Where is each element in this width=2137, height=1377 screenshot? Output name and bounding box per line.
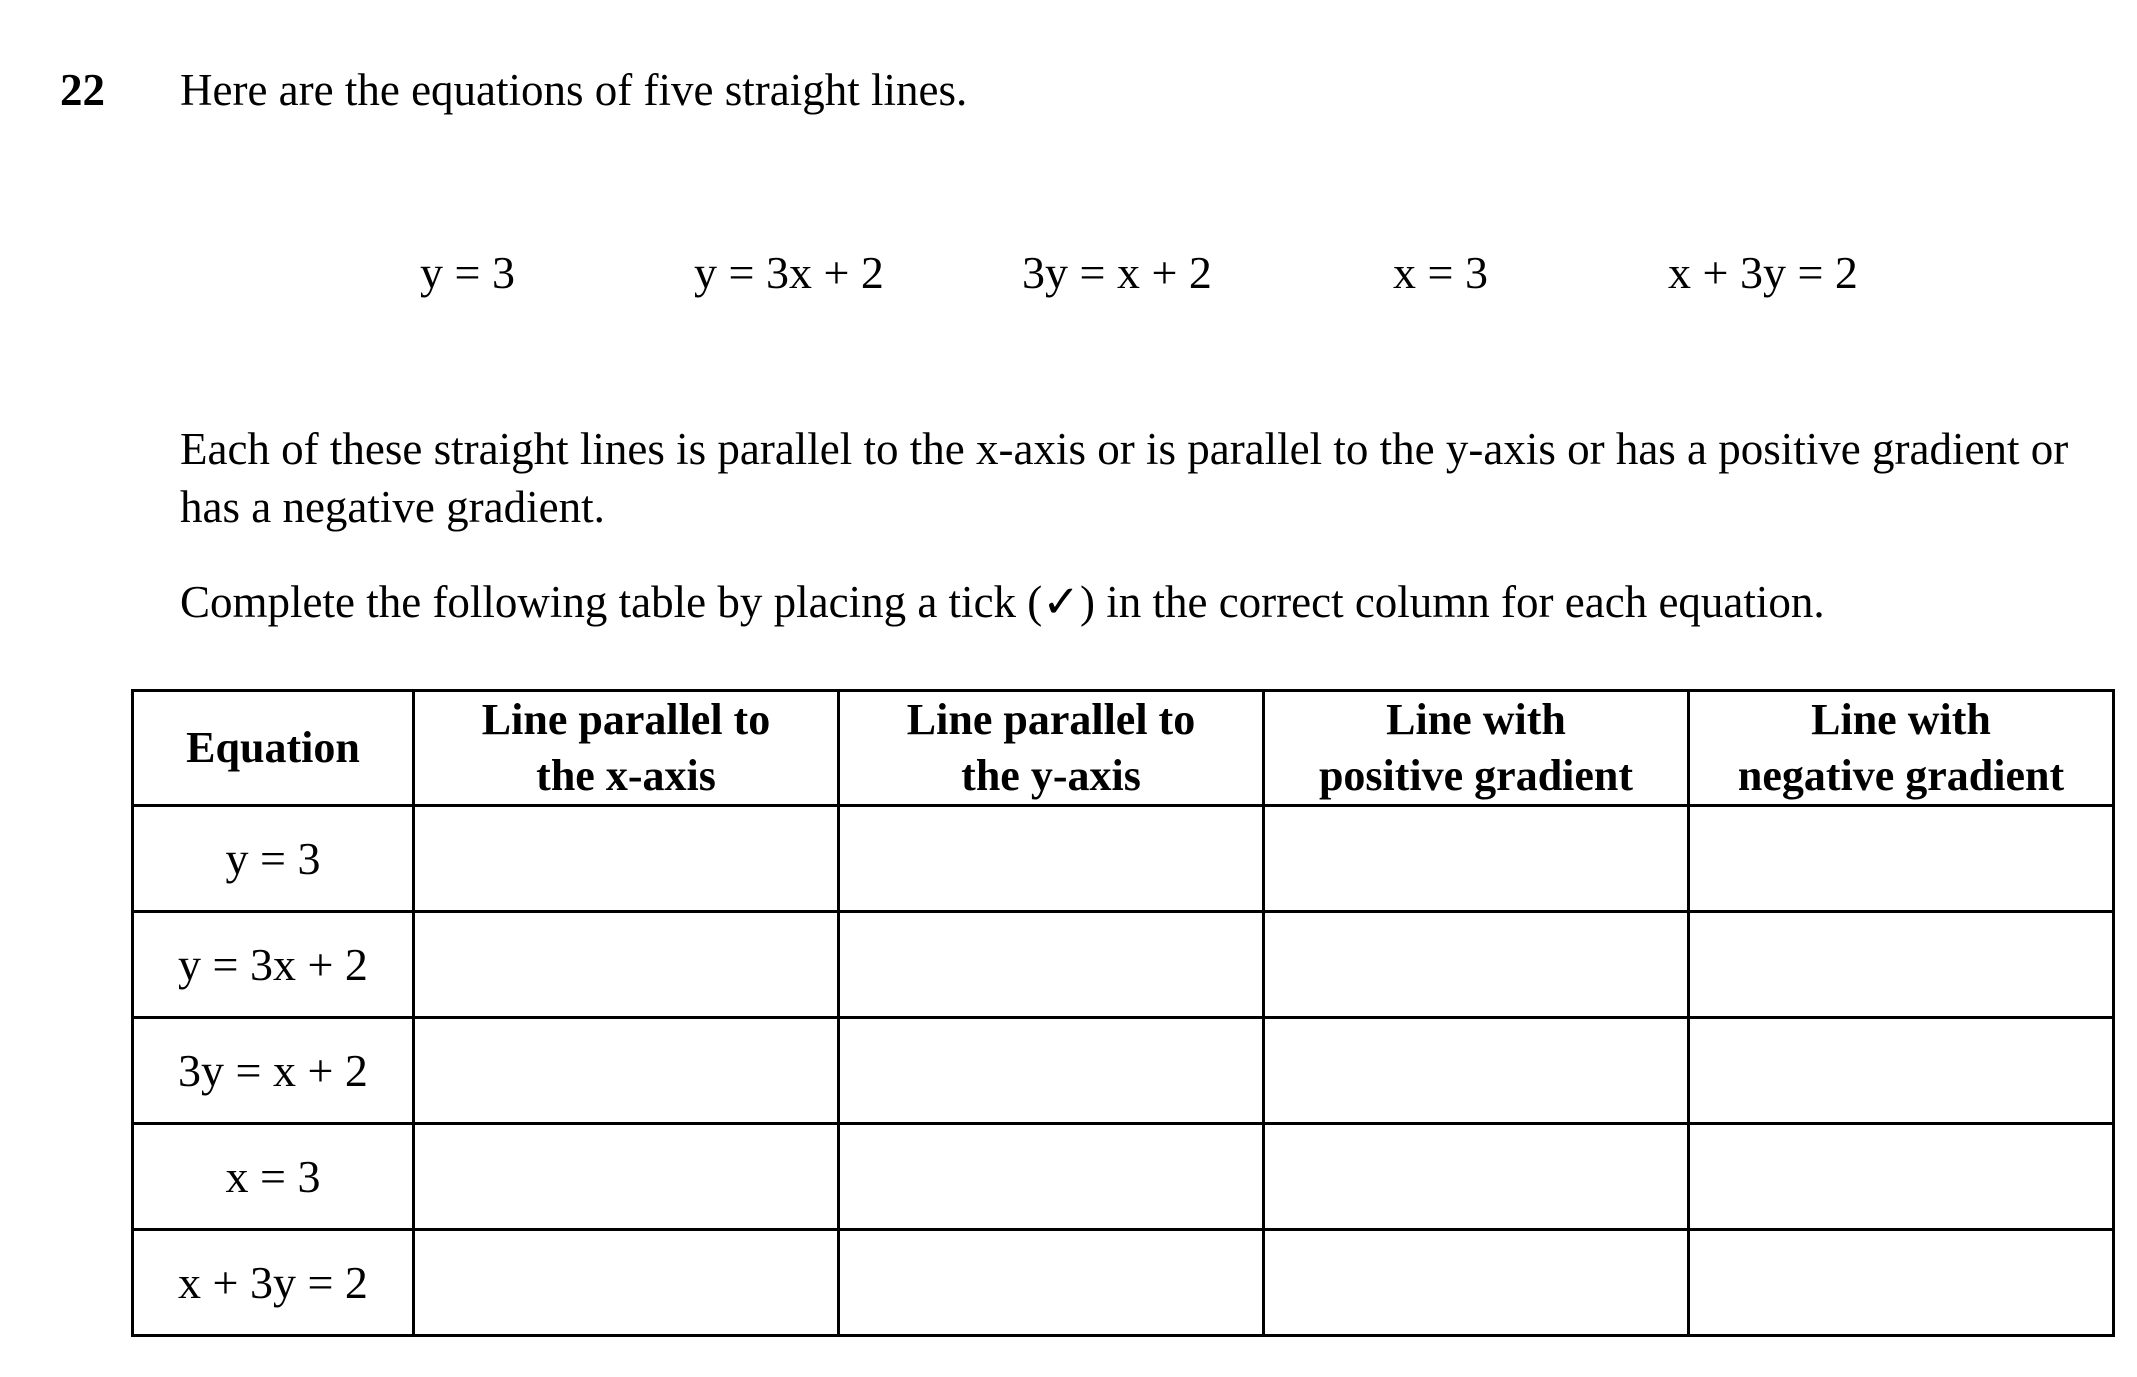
header-parallel-x-axis: [414, 691, 839, 806]
tick-cell-positive[interactable]: [1264, 806, 1689, 912]
tick-cell-negative[interactable]: [1689, 1230, 2114, 1336]
equation-cell: x = 3: [133, 1124, 414, 1230]
tick-cell-negative[interactable]: [1689, 1124, 2114, 1230]
tick-cell-y-axis[interactable]: [839, 806, 1264, 912]
tick-cell-x-axis[interactable]: [414, 912, 839, 1018]
explanation-paragraph: Each of these straight lines is parallel to the x-axis or is parallel to the y-axis or has a positive gradient or has a negative gradient.: [180, 424, 2069, 532]
table-row: [133, 806, 2114, 912]
tick-cell-positive[interactable]: [1264, 1230, 1689, 1336]
tick-cell-positive[interactable]: [1264, 1018, 1689, 1124]
tick-cell-negative[interactable]: [1689, 1018, 2114, 1124]
header-line: positive gradient: [1318, 751, 1634, 800]
table-row: [133, 1230, 2114, 1336]
tick-cell-negative[interactable]: [1689, 806, 2114, 912]
header-line: Line with: [1811, 695, 1991, 744]
tick-cell-negative[interactable]: [1689, 912, 2114, 1018]
tick-cell-y-axis[interactable]: [839, 1018, 1264, 1124]
header-line: Line parallel to: [481, 695, 771, 744]
equation-cell: 3y = x + 2: [133, 1018, 414, 1124]
equation-item: y = 3: [420, 247, 515, 298]
tick-cell-y-axis[interactable]: [839, 912, 1264, 1018]
tick-cell-positive[interactable]: [1264, 912, 1689, 1018]
equation-item: 3y = x + 2: [1022, 247, 1212, 298]
equation-cell: y = 3: [133, 806, 414, 912]
table-row: [133, 912, 2114, 1018]
header-line: Line with: [1386, 695, 1566, 744]
tick-cell-y-axis[interactable]: [839, 1124, 1264, 1230]
equation-item: x = 3: [1393, 247, 1488, 298]
tick-cell-x-axis[interactable]: [414, 1124, 839, 1230]
tick-cell-y-axis[interactable]: [839, 1230, 1264, 1336]
table-header-row: [133, 691, 2114, 806]
tick-cell-x-axis[interactable]: [414, 806, 839, 912]
header-negative-gradient: [1689, 691, 2114, 806]
answer-table: [131, 689, 2115, 1337]
header-equation: [133, 691, 414, 806]
instruction-text: Complete the following table by placing a tick (✓) in the correct column for each equation.: [180, 577, 1825, 627]
equation-cell: y = 3x + 2: [133, 912, 414, 1018]
table-row: [133, 1124, 2114, 1230]
question-number: 22: [60, 65, 105, 115]
equation-item: x + 3y = 2: [1668, 247, 1858, 298]
tick-cell-positive[interactable]: [1264, 1124, 1689, 1230]
header-line: the x-axis: [536, 751, 716, 800]
equation-cell: x + 3y = 2: [133, 1230, 414, 1336]
header-line: negative gradient: [1737, 751, 2065, 800]
question-intro: Here are the equations of five straight lines.: [180, 65, 968, 115]
equation-list: [0, 238, 2137, 308]
equation-item: y = 3x + 2: [694, 247, 884, 298]
tick-cell-x-axis[interactable]: [414, 1018, 839, 1124]
table-row: [133, 1018, 2114, 1124]
header-line: Equation: [186, 723, 360, 772]
tick-cell-x-axis[interactable]: [414, 1230, 839, 1336]
header-positive-gradient: [1264, 691, 1689, 806]
header-line: the y-axis: [961, 751, 1141, 800]
header-parallel-y-axis: [839, 691, 1264, 806]
header-line: Line parallel to: [906, 695, 1196, 744]
